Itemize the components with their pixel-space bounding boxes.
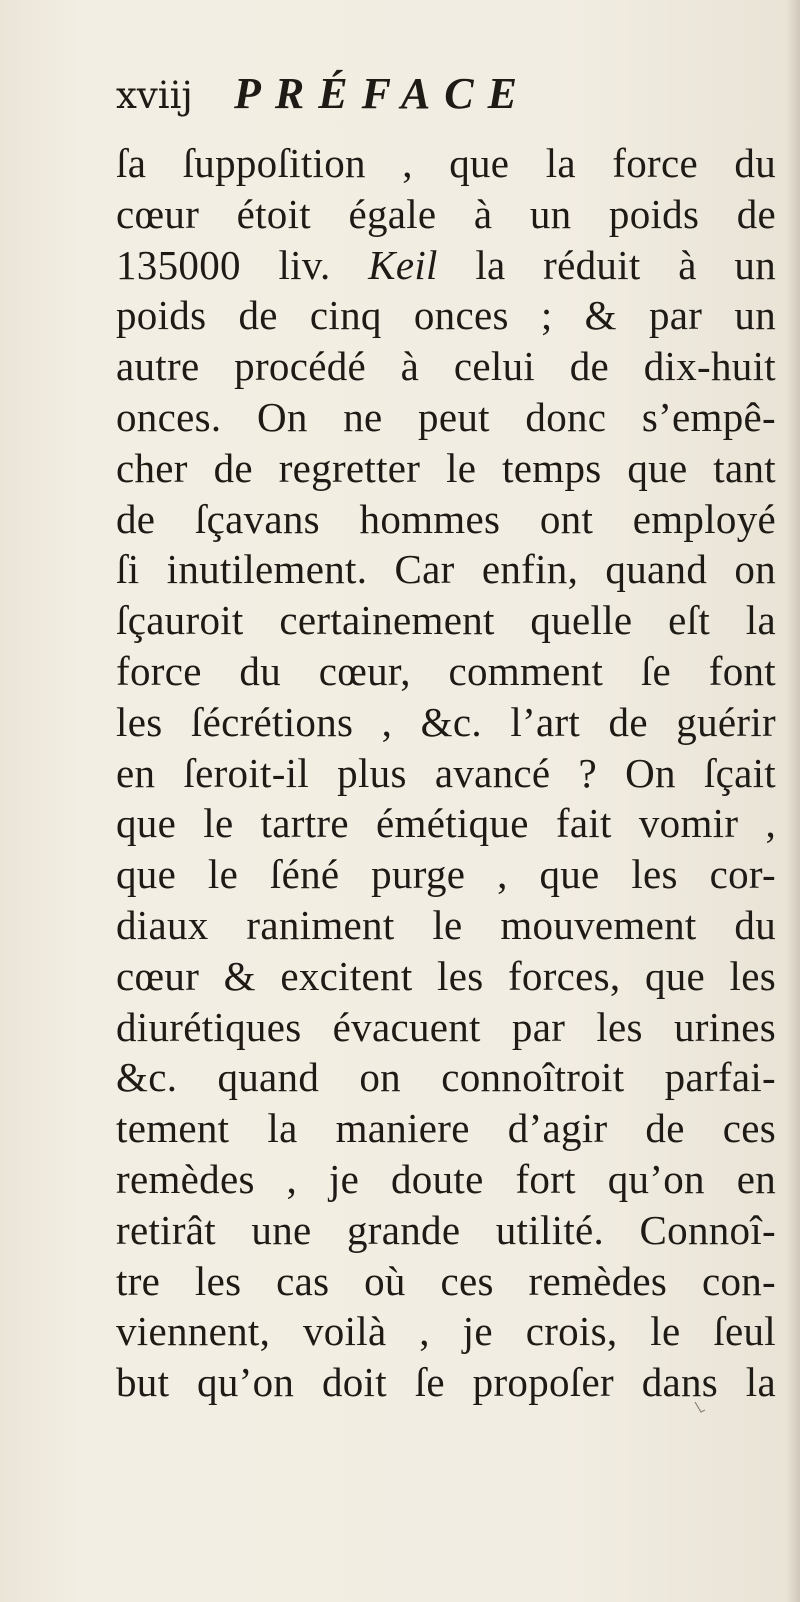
text-line bbox=[116, 1205, 776, 1256]
text-line bbox=[116, 646, 776, 697]
text-segment: retirât une grande utilité. Connoî- bbox=[116, 1206, 776, 1253]
text-line bbox=[116, 544, 776, 595]
text-line bbox=[116, 697, 776, 748]
text-line bbox=[116, 443, 776, 494]
text-line bbox=[116, 1052, 776, 1103]
text-segment: diurétiques évacuent par les urines bbox=[116, 1003, 776, 1050]
text-segment: &c. quand on connoîtroit parfai- bbox=[116, 1054, 776, 1101]
text-segment: viennent, voilà , je crois, le ſeul bbox=[116, 1308, 776, 1355]
text-line bbox=[116, 849, 776, 900]
text-line bbox=[116, 240, 776, 291]
body-text bbox=[116, 138, 776, 1408]
text-segment: poids de cinq onces ; & par un bbox=[116, 292, 776, 339]
text-line bbox=[116, 798, 776, 849]
text-segment: diaux raniment le mouvement du bbox=[116, 901, 776, 948]
text-segment: cœur & excitent les forces, que les bbox=[116, 952, 776, 999]
text-segment: but qu’on doit ſe propoſer dans la bbox=[116, 1359, 776, 1406]
text-line bbox=[116, 1306, 776, 1357]
text-line bbox=[116, 1256, 776, 1307]
text-segment: que le tartre émétique fait vomir , bbox=[116, 800, 776, 847]
text-segment: cœur étoit égale à un poids de bbox=[116, 190, 776, 237]
text-segment: de ſçavans hommes ont employé bbox=[116, 495, 776, 542]
text-line bbox=[116, 1357, 776, 1408]
italic-name: Keil bbox=[368, 241, 438, 288]
text-line bbox=[116, 1002, 776, 1053]
text-segment: force du cœur, comment ſe font bbox=[116, 647, 776, 694]
text-line bbox=[116, 494, 776, 545]
page-edge-shadow bbox=[786, 0, 800, 1602]
running-title: PRÉFACE bbox=[234, 69, 531, 118]
text-segment: ſçauroit certainement quelle eſt la bbox=[116, 597, 776, 644]
text-segment: remèdes , je doute fort qu’on en bbox=[116, 1155, 776, 1202]
text-segment: tement la maniere d’agir de ces bbox=[116, 1105, 776, 1152]
page-header bbox=[116, 68, 531, 134]
text-segment: cher de regretter le temps que tant bbox=[116, 444, 776, 491]
text-line bbox=[116, 595, 776, 646]
text-line bbox=[116, 189, 776, 240]
text-segment: que le ſéné purge , que les cor- bbox=[116, 851, 776, 898]
text-line bbox=[116, 290, 776, 341]
text-line bbox=[116, 1154, 776, 1205]
text-segment: en ſeroit-il plus avancé ? On ſçait bbox=[116, 749, 776, 796]
text-segment: autre procédé à celui de dix-huit bbox=[116, 343, 776, 390]
page-number: xviij bbox=[116, 74, 193, 117]
text-segment: ſa ſuppoſition , que la force du bbox=[116, 140, 776, 186]
text-segment: la réduit à un bbox=[437, 241, 776, 288]
text-line bbox=[116, 900, 776, 951]
text-segment: onces. On ne peut donc s’empê- bbox=[116, 393, 776, 440]
stray-ink-mark bbox=[693, 1400, 707, 1420]
text-segment: les ſécrétions , &c. l’art de guérir bbox=[116, 698, 776, 745]
text-line bbox=[116, 1103, 776, 1154]
text-segment: tre les cas où ces remèdes con- bbox=[116, 1257, 776, 1304]
text-segment: ſi inutilement. Car enfin, quand on bbox=[116, 546, 776, 593]
text-line bbox=[116, 138, 776, 189]
text-line bbox=[116, 748, 776, 799]
text-line bbox=[116, 392, 776, 443]
text-line bbox=[116, 951, 776, 1002]
text-line bbox=[116, 341, 776, 392]
text-segment: 135000 liv. bbox=[116, 241, 369, 288]
